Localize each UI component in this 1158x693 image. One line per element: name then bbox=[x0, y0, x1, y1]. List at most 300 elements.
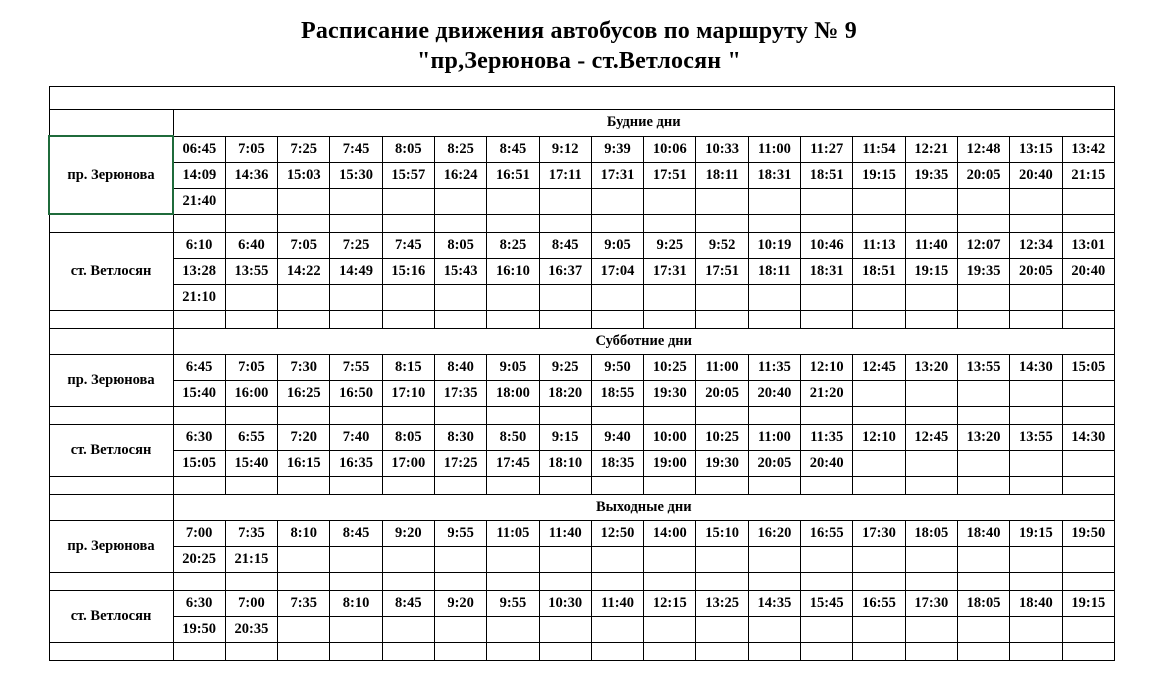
departure-time-cell: 16:35 bbox=[330, 451, 382, 477]
schedule-table bbox=[48, 86, 1115, 661]
departure-time-cell: 13:55 bbox=[225, 259, 277, 285]
title-line-1: Расписание движения автобусов по маршруту № 9 bbox=[301, 18, 857, 44]
departure-time-cell: 13:01 bbox=[1062, 233, 1114, 259]
spacer-cell bbox=[173, 573, 225, 591]
empty-time-cell bbox=[748, 547, 800, 573]
departure-time-cell: 15:05 bbox=[1062, 355, 1114, 381]
departure-time-cell: 7:30 bbox=[278, 355, 330, 381]
spacer-cell bbox=[382, 214, 434, 233]
departure-time-cell: 15:40 bbox=[173, 381, 225, 407]
empty-time-cell bbox=[434, 547, 486, 573]
page-title bbox=[0, 0, 1158, 76]
spacer-cell bbox=[330, 477, 382, 495]
departure-time-cell: 18:55 bbox=[591, 381, 643, 407]
spacer-cell bbox=[1062, 477, 1114, 495]
empty-time-cell bbox=[957, 617, 1009, 643]
departure-time-cell: 7:35 bbox=[225, 521, 277, 547]
empty-time-cell bbox=[644, 547, 696, 573]
departure-time-cell: 16:20 bbox=[748, 521, 800, 547]
spacer-cell bbox=[173, 311, 225, 329]
spacer-cell bbox=[382, 477, 434, 495]
spacer-cell bbox=[225, 477, 277, 495]
departure-time-cell: 17:31 bbox=[591, 162, 643, 188]
empty-time-cell bbox=[748, 188, 800, 214]
departure-time-cell: 11:13 bbox=[853, 233, 905, 259]
spacer-cell bbox=[278, 643, 330, 661]
departure-time-cell: 9:05 bbox=[591, 233, 643, 259]
departure-time-cell: 14:30 bbox=[1010, 355, 1062, 381]
empty-time-cell bbox=[696, 188, 748, 214]
departure-time-cell: 14:49 bbox=[330, 259, 382, 285]
empty-time-cell bbox=[957, 381, 1009, 407]
empty-time-cell bbox=[487, 188, 539, 214]
departure-time-cell: 13:42 bbox=[1062, 136, 1114, 162]
spacer-cell bbox=[696, 477, 748, 495]
departure-time-cell: 16:00 bbox=[225, 381, 277, 407]
spacer-cell bbox=[225, 407, 277, 425]
departure-time-cell: 16:25 bbox=[278, 381, 330, 407]
spacer-cell bbox=[173, 214, 225, 233]
departure-time-cell: 14:00 bbox=[644, 521, 696, 547]
departure-time-cell: 19:30 bbox=[696, 451, 748, 477]
departure-time-cell: 21:20 bbox=[801, 381, 853, 407]
spacer-cell bbox=[278, 477, 330, 495]
spacer-cell bbox=[801, 311, 853, 329]
departure-time-cell: 8:45 bbox=[539, 233, 591, 259]
spacer-cell bbox=[644, 477, 696, 495]
day-type-header: Будние дни bbox=[173, 110, 1115, 137]
empty-time-cell bbox=[801, 617, 853, 643]
departure-time-cell: 20:35 bbox=[225, 617, 277, 643]
departure-time-cell: 11:27 bbox=[801, 136, 853, 162]
departure-time-cell: 19:15 bbox=[853, 162, 905, 188]
empty-time-cell bbox=[957, 451, 1009, 477]
departure-time-cell: 8:10 bbox=[330, 591, 382, 617]
departure-time-cell: 15:30 bbox=[330, 162, 382, 188]
departure-time-cell: 20:05 bbox=[1010, 259, 1062, 285]
empty-time-cell bbox=[434, 285, 486, 311]
departure-time-cell: 19:30 bbox=[644, 381, 696, 407]
departure-time-cell: 14:09 bbox=[173, 162, 225, 188]
table-row bbox=[49, 233, 1115, 259]
departure-time-cell: 9:50 bbox=[591, 355, 643, 381]
spacer-cell bbox=[539, 643, 591, 661]
departure-time-cell: 7:25 bbox=[330, 233, 382, 259]
spacer-cell bbox=[225, 573, 277, 591]
departure-time-cell: 19:50 bbox=[173, 617, 225, 643]
departure-time-cell: 13:20 bbox=[905, 355, 957, 381]
departure-time-cell: 7:20 bbox=[278, 425, 330, 451]
departure-time-cell: 15:05 bbox=[173, 451, 225, 477]
departure-time-cell: 8:45 bbox=[382, 591, 434, 617]
spacer-cell bbox=[905, 477, 957, 495]
empty-time-cell bbox=[382, 617, 434, 643]
departure-time-cell: 7:05 bbox=[225, 355, 277, 381]
spacer-cell bbox=[853, 214, 905, 233]
empty-time-cell bbox=[1010, 381, 1062, 407]
departure-time-cell: 6:45 bbox=[173, 355, 225, 381]
spacer-cell bbox=[591, 311, 643, 329]
departure-time-cell: 7:00 bbox=[173, 521, 225, 547]
departure-time-cell: 18:51 bbox=[801, 162, 853, 188]
empty-time-cell bbox=[905, 285, 957, 311]
empty-time-cell bbox=[539, 617, 591, 643]
departure-time-cell: 9:55 bbox=[487, 591, 539, 617]
spacer-cell bbox=[1062, 311, 1114, 329]
departure-time-cell: 12:45 bbox=[853, 355, 905, 381]
empty-time-cell bbox=[591, 617, 643, 643]
spacer-cell bbox=[591, 573, 643, 591]
empty-time-cell bbox=[853, 547, 905, 573]
departure-time-cell: 10:46 bbox=[801, 233, 853, 259]
spacer-cell bbox=[696, 407, 748, 425]
empty-time-cell bbox=[644, 285, 696, 311]
empty-time-cell bbox=[330, 617, 382, 643]
empty-time-cell bbox=[696, 617, 748, 643]
departure-time-cell: 7:40 bbox=[330, 425, 382, 451]
empty-time-cell bbox=[957, 188, 1009, 214]
empty-time-cell bbox=[957, 547, 1009, 573]
departure-time-cell: 18:11 bbox=[696, 162, 748, 188]
stop-name-cell: ст. Ветлосян bbox=[49, 591, 173, 643]
departure-time-cell: 18:10 bbox=[539, 451, 591, 477]
spacer-cell bbox=[1010, 643, 1062, 661]
spacer-cell bbox=[487, 573, 539, 591]
day-header-stub bbox=[49, 329, 173, 355]
spacer-cell bbox=[487, 311, 539, 329]
departure-time-cell: 11:00 bbox=[696, 355, 748, 381]
spacer-cell bbox=[539, 311, 591, 329]
spacer-cell bbox=[644, 407, 696, 425]
empty-time-cell bbox=[1062, 285, 1114, 311]
departure-time-cell: 10:25 bbox=[644, 355, 696, 381]
table-row bbox=[49, 381, 1115, 407]
stop-name-cell: ст. Ветлосян bbox=[49, 425, 173, 477]
spacer-cell bbox=[434, 407, 486, 425]
departure-time-cell: 17:10 bbox=[382, 381, 434, 407]
departure-time-cell: 7:55 bbox=[330, 355, 382, 381]
departure-time-cell: 16:55 bbox=[801, 521, 853, 547]
departure-time-cell: 17:11 bbox=[539, 162, 591, 188]
departure-time-cell: 8:05 bbox=[382, 425, 434, 451]
table-row bbox=[49, 521, 1115, 547]
empty-time-cell bbox=[801, 285, 853, 311]
spacer-cell bbox=[644, 573, 696, 591]
departure-time-cell: 18:11 bbox=[748, 259, 800, 285]
spacer-cell bbox=[487, 214, 539, 233]
spacer-cell bbox=[382, 643, 434, 661]
spacer-cell bbox=[278, 573, 330, 591]
departure-time-cell: 13:28 bbox=[173, 259, 225, 285]
departure-time-cell: 7:00 bbox=[225, 591, 277, 617]
empty-time-cell bbox=[1062, 617, 1114, 643]
spacer-cell bbox=[1062, 573, 1114, 591]
departure-time-cell: 15:45 bbox=[801, 591, 853, 617]
departure-time-cell: 12:15 bbox=[644, 591, 696, 617]
empty-time-cell bbox=[591, 547, 643, 573]
departure-time-cell: 16:15 bbox=[278, 451, 330, 477]
spacer-cell bbox=[539, 407, 591, 425]
departure-time-cell: 7:35 bbox=[278, 591, 330, 617]
departure-time-cell: 15:10 bbox=[696, 521, 748, 547]
empty-time-cell bbox=[905, 451, 957, 477]
departure-time-cell: 17:45 bbox=[487, 451, 539, 477]
departure-time-cell: 20:05 bbox=[748, 451, 800, 477]
empty-time-cell bbox=[644, 617, 696, 643]
empty-time-cell bbox=[801, 547, 853, 573]
departure-time-cell: 8:15 bbox=[382, 355, 434, 381]
stop-name-cell: ст. Ветлосян bbox=[49, 233, 173, 311]
departure-time-cell: 9:40 bbox=[591, 425, 643, 451]
departure-time-cell: 19:35 bbox=[957, 259, 1009, 285]
day-header-stub bbox=[49, 495, 173, 521]
spacer-cell bbox=[696, 643, 748, 661]
table-row bbox=[49, 617, 1115, 643]
departure-time-cell: 20:40 bbox=[1062, 259, 1114, 285]
spacer-cell bbox=[434, 477, 486, 495]
departure-time-cell: 9:39 bbox=[591, 136, 643, 162]
spacer-cell bbox=[957, 407, 1009, 425]
departure-time-cell: 13:55 bbox=[1010, 425, 1062, 451]
spacer-cell bbox=[49, 643, 173, 661]
empty-time-cell bbox=[1010, 188, 1062, 214]
spacer-cell bbox=[173, 477, 225, 495]
spacer-cell bbox=[330, 407, 382, 425]
spacer-cell bbox=[591, 477, 643, 495]
departure-time-cell: 9:52 bbox=[696, 233, 748, 259]
spacer-cell bbox=[696, 573, 748, 591]
departure-time-cell: 11:00 bbox=[748, 136, 800, 162]
spacer-cell bbox=[591, 407, 643, 425]
spacer-cell bbox=[487, 477, 539, 495]
departure-time-cell: 10:25 bbox=[696, 425, 748, 451]
empty-time-cell bbox=[278, 617, 330, 643]
spacer-cell bbox=[225, 214, 277, 233]
table-row bbox=[49, 259, 1115, 285]
empty-time-cell bbox=[853, 285, 905, 311]
spacer-cell bbox=[1062, 214, 1114, 233]
departure-time-cell: 11:40 bbox=[591, 591, 643, 617]
spacer-cell bbox=[1010, 477, 1062, 495]
departure-time-cell: 7:25 bbox=[278, 136, 330, 162]
departure-time-cell: 12:45 bbox=[905, 425, 957, 451]
empty-time-cell bbox=[591, 188, 643, 214]
empty-time-cell bbox=[539, 188, 591, 214]
spacer-cell bbox=[330, 311, 382, 329]
schedule-table-body bbox=[49, 87, 1115, 661]
spacer-cell bbox=[382, 407, 434, 425]
spacer-cell bbox=[278, 407, 330, 425]
empty-time-cell bbox=[382, 547, 434, 573]
empty-time-cell bbox=[905, 381, 957, 407]
spacer-cell bbox=[853, 643, 905, 661]
departure-time-cell: 9:20 bbox=[434, 591, 486, 617]
empty-time-cell bbox=[1010, 285, 1062, 311]
departure-time-cell: 16:24 bbox=[434, 162, 486, 188]
spacer-cell bbox=[434, 311, 486, 329]
departure-time-cell: 12:10 bbox=[801, 355, 853, 381]
departure-time-cell: 06:45 bbox=[173, 136, 225, 162]
day-type-header: Субботние дни bbox=[173, 329, 1115, 355]
departure-time-cell: 21:15 bbox=[225, 547, 277, 573]
departure-time-cell: 6:40 bbox=[225, 233, 277, 259]
departure-time-cell: 7:05 bbox=[278, 233, 330, 259]
empty-time-cell bbox=[330, 547, 382, 573]
empty-time-cell bbox=[225, 188, 277, 214]
departure-time-cell: 18:05 bbox=[957, 591, 1009, 617]
departure-time-cell: 12:10 bbox=[853, 425, 905, 451]
departure-time-cell: 14:30 bbox=[1062, 425, 1114, 451]
table-row bbox=[49, 136, 1115, 162]
empty-time-cell bbox=[644, 188, 696, 214]
spacer-cell bbox=[591, 214, 643, 233]
departure-time-cell: 9:15 bbox=[539, 425, 591, 451]
empty-time-cell bbox=[1062, 188, 1114, 214]
spacer-cell bbox=[487, 407, 539, 425]
departure-time-cell: 18:31 bbox=[801, 259, 853, 285]
departure-time-cell: 17:25 bbox=[434, 451, 486, 477]
departure-time-cell: 9:20 bbox=[382, 521, 434, 547]
empty-time-cell bbox=[853, 617, 905, 643]
spacer-cell bbox=[748, 573, 800, 591]
spacer-cell bbox=[905, 311, 957, 329]
departure-time-cell: 16:10 bbox=[487, 259, 539, 285]
departure-time-cell: 15:43 bbox=[434, 259, 486, 285]
empty-time-cell bbox=[487, 285, 539, 311]
spacer-cell bbox=[957, 477, 1009, 495]
empty-time-cell bbox=[905, 617, 957, 643]
empty-time-cell bbox=[1062, 547, 1114, 573]
empty-time-cell bbox=[487, 617, 539, 643]
departure-time-cell: 11:54 bbox=[853, 136, 905, 162]
departure-time-cell: 12:50 bbox=[591, 521, 643, 547]
departure-time-cell: 18:35 bbox=[591, 451, 643, 477]
empty-time-cell bbox=[382, 285, 434, 311]
departure-time-cell: 18:51 bbox=[853, 259, 905, 285]
departure-time-cell: 10:06 bbox=[644, 136, 696, 162]
departure-time-cell: 12:48 bbox=[957, 136, 1009, 162]
empty-time-cell bbox=[853, 188, 905, 214]
spacer-cell bbox=[957, 214, 1009, 233]
departure-time-cell: 8:05 bbox=[434, 233, 486, 259]
departure-time-cell: 11:00 bbox=[748, 425, 800, 451]
spacer-cell bbox=[1010, 214, 1062, 233]
spacer-cell bbox=[644, 643, 696, 661]
empty-time-cell bbox=[1010, 547, 1062, 573]
spacer-cell bbox=[278, 311, 330, 329]
departure-time-cell: 9:25 bbox=[644, 233, 696, 259]
spacer-cell bbox=[748, 214, 800, 233]
departure-time-cell: 8:10 bbox=[278, 521, 330, 547]
departure-time-cell: 15:03 bbox=[278, 162, 330, 188]
departure-time-cell: 6:55 bbox=[225, 425, 277, 451]
spacer-cell bbox=[173, 407, 225, 425]
departure-time-cell: 14:35 bbox=[748, 591, 800, 617]
spacer-cell bbox=[434, 573, 486, 591]
spacer-cell bbox=[957, 311, 1009, 329]
departure-time-cell: 11:05 bbox=[487, 521, 539, 547]
spacer-cell bbox=[1010, 407, 1062, 425]
departure-time-cell: 20:05 bbox=[696, 381, 748, 407]
departure-time-cell: 16:37 bbox=[539, 259, 591, 285]
spacer-cell bbox=[853, 477, 905, 495]
departure-time-cell: 7:05 bbox=[225, 136, 277, 162]
spacer-cell bbox=[905, 407, 957, 425]
departure-time-cell: 11:35 bbox=[748, 355, 800, 381]
departure-time-cell: 17:00 bbox=[382, 451, 434, 477]
empty-time-cell bbox=[853, 451, 905, 477]
empty-time-cell bbox=[905, 547, 957, 573]
empty-time-cell bbox=[748, 617, 800, 643]
empty-time-cell bbox=[434, 188, 486, 214]
departure-time-cell: 19:35 bbox=[905, 162, 957, 188]
departure-time-cell: 18:40 bbox=[1010, 591, 1062, 617]
departure-time-cell: 19:50 bbox=[1062, 521, 1114, 547]
empty-time-cell bbox=[330, 188, 382, 214]
empty-time-cell bbox=[539, 547, 591, 573]
departure-time-cell: 13:20 bbox=[957, 425, 1009, 451]
spacer-cell bbox=[801, 214, 853, 233]
departure-time-cell: 9:55 bbox=[434, 521, 486, 547]
empty-time-cell bbox=[434, 617, 486, 643]
departure-time-cell: 6:30 bbox=[173, 591, 225, 617]
empty-time-cell bbox=[539, 285, 591, 311]
departure-time-cell: 17:31 bbox=[644, 259, 696, 285]
departure-time-cell: 12:34 bbox=[1010, 233, 1062, 259]
departure-time-cell: 15:16 bbox=[382, 259, 434, 285]
spacer-cell bbox=[434, 643, 486, 661]
empty-time-cell bbox=[1062, 381, 1114, 407]
spacer-cell bbox=[905, 643, 957, 661]
departure-time-cell: 19:15 bbox=[1062, 591, 1114, 617]
departure-time-cell: 15:57 bbox=[382, 162, 434, 188]
spacer-cell bbox=[644, 311, 696, 329]
table-row bbox=[49, 162, 1115, 188]
table-row bbox=[49, 591, 1115, 617]
spacer-cell bbox=[1062, 643, 1114, 661]
spacer-cell bbox=[957, 573, 1009, 591]
spacer-cell bbox=[1062, 407, 1114, 425]
departure-time-cell: 15:40 bbox=[225, 451, 277, 477]
departure-time-cell: 7:45 bbox=[382, 233, 434, 259]
empty-time-cell bbox=[591, 285, 643, 311]
departure-time-cell: 20:40 bbox=[748, 381, 800, 407]
stop-name-cell: пр. Зерюнова bbox=[49, 136, 173, 214]
spacer-cell bbox=[748, 311, 800, 329]
empty-time-cell bbox=[1062, 451, 1114, 477]
departure-time-cell: 17:51 bbox=[696, 259, 748, 285]
empty-time-cell bbox=[225, 285, 277, 311]
departure-time-cell: 13:25 bbox=[696, 591, 748, 617]
departure-time-cell: 7:45 bbox=[330, 136, 382, 162]
departure-time-cell: 8:25 bbox=[487, 233, 539, 259]
spacer-cell bbox=[644, 214, 696, 233]
departure-time-cell: 12:07 bbox=[957, 233, 1009, 259]
spacer-cell bbox=[801, 407, 853, 425]
spacer-cell bbox=[539, 573, 591, 591]
stop-name-cell: пр. Зерюнова bbox=[49, 355, 173, 407]
departure-time-cell: 14:22 bbox=[278, 259, 330, 285]
empty-time-cell bbox=[696, 285, 748, 311]
empty-time-cell bbox=[1010, 617, 1062, 643]
departure-time-cell: 19:15 bbox=[905, 259, 957, 285]
spacer-cell bbox=[49, 214, 173, 233]
departure-time-cell: 8:50 bbox=[487, 425, 539, 451]
schedule-table-wrapper bbox=[0, 76, 1158, 661]
departure-time-cell: 12:21 bbox=[905, 136, 957, 162]
spacer-cell bbox=[853, 407, 905, 425]
table-row bbox=[49, 451, 1115, 477]
